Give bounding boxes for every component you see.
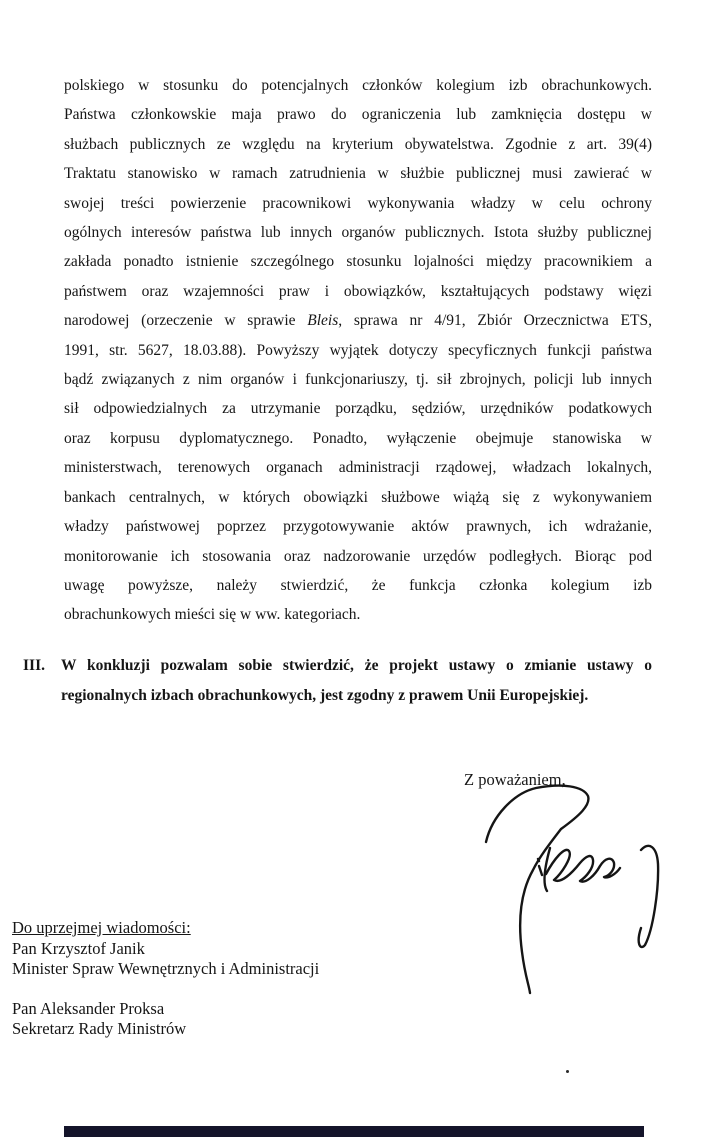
clause-number: III.: [23, 657, 45, 674]
paragraph-line: bankach centralnych, w których obowiązki służbowe wiążą się z wykonywaniem: [64, 488, 652, 506]
handwritten-signature: [440, 780, 670, 1030]
paragraph-line: uwagę powyższe, należy stwierdzić, że funkcja członka kolegium izb: [64, 576, 652, 594]
paragraph-line: Państwa członkowskie maja prawo do ograniczenia lub zamknięcia dostępu w: [64, 106, 652, 124]
paragraph-line: oraz korpusu dyplomatycznego. Ponadto, wyłączenie obejmuje stanowiska w: [64, 429, 652, 447]
scan-speck: [566, 1070, 569, 1073]
cc-spacer: [12, 980, 319, 999]
cc-recipient-name: Pan Krzysztof Janik: [12, 938, 145, 958]
case-name-italic: Bleis: [307, 312, 339, 330]
paragraph-line: władzy państwowej poprzez przygotowywanie aktów prawnych, ich wdrażanie,: [64, 518, 652, 536]
conclusion-line: W konkluzji pozwalam sobie stwierdzić, że projekt ustawy o zmianie ustawy o: [61, 657, 652, 674]
paragraph-line: państwem oraz wzajemności praw i obowiązków, kształtujących podstawy więzi: [64, 282, 652, 300]
paragraph-line: służbach publicznych ze względu na kryterium obywatelstwa. Zgodnie z art. 39(4): [64, 135, 652, 153]
paragraph-line: polskiego w stosunku do potencjalnych członków kolegium izb obrachunkowych.: [64, 77, 652, 94]
conclusion-text: [61, 651, 652, 711]
paragraph-line: sił odpowiedzialnych za utrzymanie porządku, sędziów, urzędników podatkowych: [64, 400, 652, 418]
paragraph-line: ministerstwach, terenowych organach administracji rządowej, władzach lokalnych,: [64, 459, 652, 477]
signature-scrawl-stroke: [544, 848, 620, 891]
paragraph-line: swojej treści powierzenie pracownikowi wykonywania władzy w celu ochrony: [64, 194, 652, 212]
paragraph-line: 1991, str. 5627, 18.03.88). Powyższy wyjątek dotyczy specyficznych funkcji państwa: [64, 341, 652, 359]
paragraph-line: ogólnych interesów państwa lub innych organów publicznych. Istota służby publicznej: [64, 224, 652, 242]
valediction-text: Z poważaniem,: [464, 770, 566, 789]
paragraph-line: Traktatu stanowisko w ramach zatrudnienia w służbie publicznej musi zawierać w: [64, 165, 652, 183]
signature-flourish-stroke: [639, 846, 658, 947]
citation-pre-text: narodowej (orzeczenie w sprawie: [64, 312, 308, 330]
body-paragraph: [64, 71, 652, 630]
signature-tick-stroke: [538, 859, 542, 875]
cc-recipient-title: Sekretarz Rady Ministrów: [12, 1019, 187, 1038]
paragraph-line: bądź związanych z nim organów i funkcjonariuszy, tj. sił zbrojnych, policji lub innych: [64, 371, 652, 389]
cc-heading: Do uprzejmej wiadomości:: [12, 918, 191, 937]
paragraph-line: zakłada ponadto istnienie szczególnego stosunku lojalności między pracownikiem a: [64, 253, 652, 271]
paragraph-last-line: obrachunkowych mieści się w ww. kategoriach.: [64, 606, 361, 624]
cc-recipient-title: Minister Spraw Wewnętrznych i Administracji: [12, 959, 320, 978]
conclusion-clause: [23, 651, 652, 711]
conclusion-line: regionalnych izbach obrachunkowych, jest zgodny z prawem Unii Europejskiej.: [61, 687, 589, 704]
signature-main-stroke: [486, 786, 588, 993]
citation-post-text: , sprawa nr 4/91, Zbiór Orzecznictwa ETS,: [338, 312, 652, 330]
scan-edge-artifact: [64, 1126, 644, 1137]
cc-recipient-name: Pan Aleksander Proksa: [12, 998, 165, 1018]
cc-block: [12, 918, 319, 1040]
paragraph-line-case-citation: [64, 306, 652, 335]
paragraph-line: monitorowanie ich stosowania oraz nadzorowanie urzędów podległych. Biorąc pod: [64, 547, 652, 565]
